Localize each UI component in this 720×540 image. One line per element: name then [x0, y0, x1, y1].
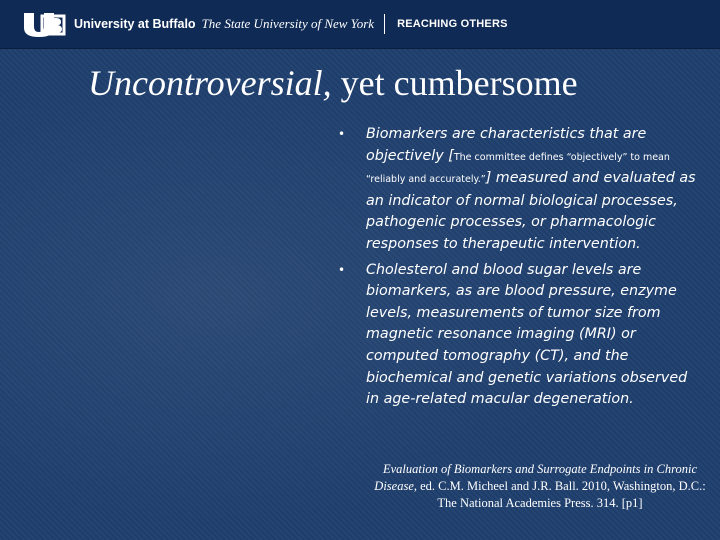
university-subtitle: The State University of New York	[201, 16, 375, 31]
tagline: REACHING OTHERS	[397, 18, 508, 30]
bullet-glyph: •	[338, 262, 346, 277]
bullet-item	[336, 124, 696, 256]
title-rest: yet cumbersome	[331, 63, 578, 103]
ub-logo-icon	[22, 10, 66, 38]
bullet-text: Cholesterol and blood sugar levels are biomarkers, as are blood pressure, enzyme levels, measurements of tumor size from magnetic resonance imaging (MRI) or computed tomography (CT), and the biochemical and genetic variations observed in age-related macular degeneration.	[366, 261, 688, 408]
bullet-glyph: •	[338, 127, 346, 141]
citation	[372, 461, 708, 512]
bullet-item	[336, 260, 696, 411]
header-divider	[384, 14, 385, 34]
citation-rest: , ed. C.M. Micheel and J.R. Ball. 2010, Washington, D.C.: The National Academies Press. 314. [p1]	[413, 479, 706, 510]
title-italic: Uncontroversial,	[88, 63, 332, 103]
bullet-text-pre: Biomarkers are characteristics that are objectively [	[366, 126, 647, 164]
bullet-text-post: ] measured and evaluated as an indicator of normal biological processes, pathogenic processes, or pharmacologic responses to therapeutic intervention.	[366, 170, 696, 252]
header-bar	[0, 0, 720, 49]
bullet-footnote: The committee defines “objectively” to mean “reliably and accurately.”	[366, 151, 670, 186]
slide-title	[88, 62, 688, 104]
citation-title: Evaluation of Biomarkers and Surrogate Endpoints in Chronic Disease	[374, 462, 697, 493]
university-name: University at Buffalo	[74, 17, 196, 31]
bullet-list	[336, 124, 696, 415]
